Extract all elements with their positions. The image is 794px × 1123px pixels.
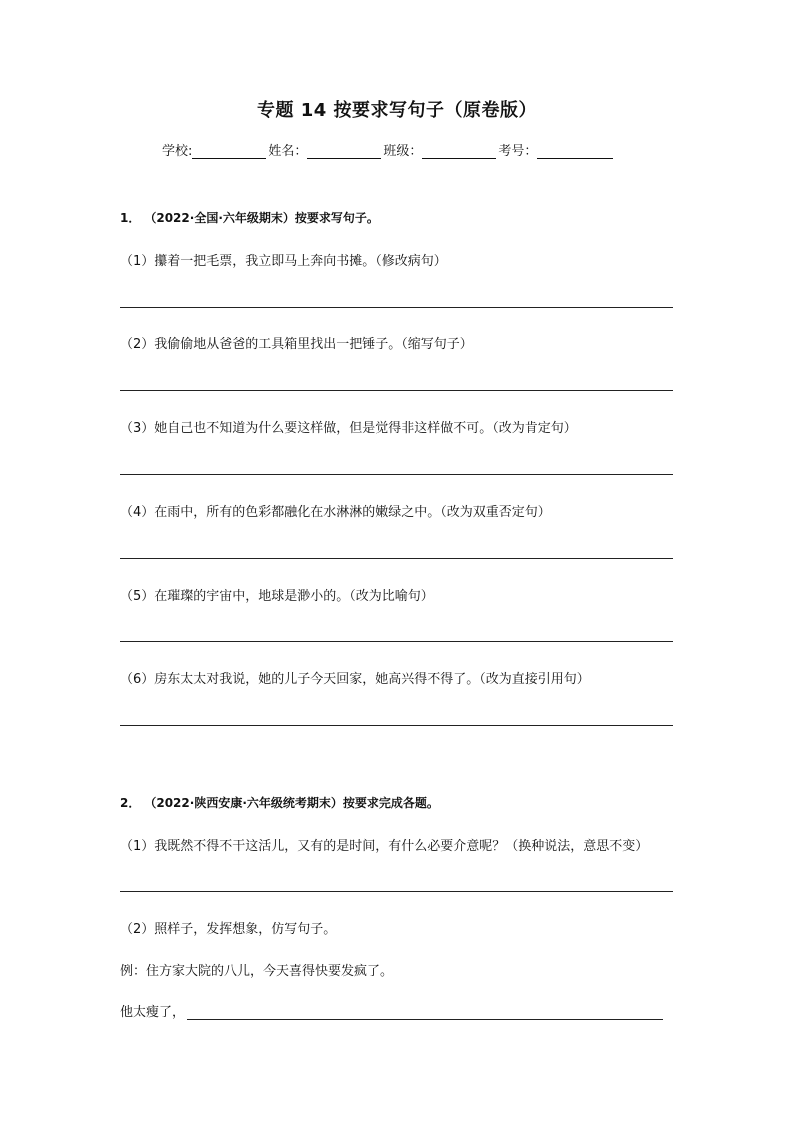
- question-2-item-1: （1）我既然不得不干这活儿，又有的是时间，有什么必要介意呢？（换种说法，意思不变）: [120, 839, 649, 854]
- school-field[interactable]: [192, 144, 266, 159]
- question-1-item-4: （4）在雨中，所有的色彩都融化在水淋淋的嫩绿之中。（改为双重否定句）: [120, 505, 551, 520]
- student-info-line: [162, 140, 615, 159]
- answer-line[interactable]: [120, 558, 673, 559]
- example-sentence: 例：住方家大院的八儿，今天喜得快要发疯了。: [120, 964, 394, 979]
- answer-line[interactable]: [120, 390, 673, 391]
- class-field[interactable]: [422, 144, 496, 159]
- question-1-item-3: （3）她自己也不知道为什么要这样做，但是觉得非这样做不可。（改为肯定句）: [120, 421, 577, 436]
- answer-line[interactable]: [120, 474, 673, 475]
- question-number: 1．: [120, 211, 141, 225]
- answer-line[interactable]: [120, 725, 673, 726]
- question-number: 2．: [120, 796, 141, 810]
- question-2-item-2: （2）照样子，发挥想象，仿写句子。: [120, 922, 337, 937]
- imitation-prompt: 他太瘦了，: [120, 1005, 186, 1020]
- exam-number-label: 考号：: [498, 144, 538, 159]
- name-label: 姓名：: [268, 144, 308, 159]
- page-title: 专题 14 按要求写句子（原卷版）: [256, 100, 538, 121]
- question-text: （2022·全国·六年级期末）按要求写句子。: [150, 211, 379, 225]
- name-field[interactable]: [307, 144, 381, 159]
- imitation-answer-field[interactable]: [187, 1005, 663, 1020]
- answer-line[interactable]: [120, 641, 673, 642]
- class-label: 班级：: [383, 144, 423, 159]
- imitation-prompt-row: [120, 1001, 663, 1020]
- question-1-item-6: （6）房东太太对我说，她的儿子今天回家，她高兴得不得了。（改为直接引用句）: [120, 672, 590, 687]
- school-label: 学校:: [162, 144, 193, 159]
- exam-number-field[interactable]: [537, 144, 613, 159]
- question-1-heading: [120, 209, 379, 226]
- answer-line[interactable]: [120, 891, 673, 892]
- question-1-item-1: （1）攥着一把毛票，我立即马上奔向书摊。（修改病句）: [120, 254, 447, 269]
- question-text: （2022·陕西安康·六年级统考期末）按要求完成各题。: [150, 796, 439, 810]
- question-1-item-2: （2）我偷偷地从爸爸的工具箱里找出一把锤子。（缩写句子）: [120, 337, 473, 352]
- question-2-heading: [120, 794, 439, 811]
- question-1-item-5: （5）在璀璨的宇宙中，地球是渺小的。（改为比喻句）: [120, 589, 434, 604]
- answer-line[interactable]: [120, 307, 673, 308]
